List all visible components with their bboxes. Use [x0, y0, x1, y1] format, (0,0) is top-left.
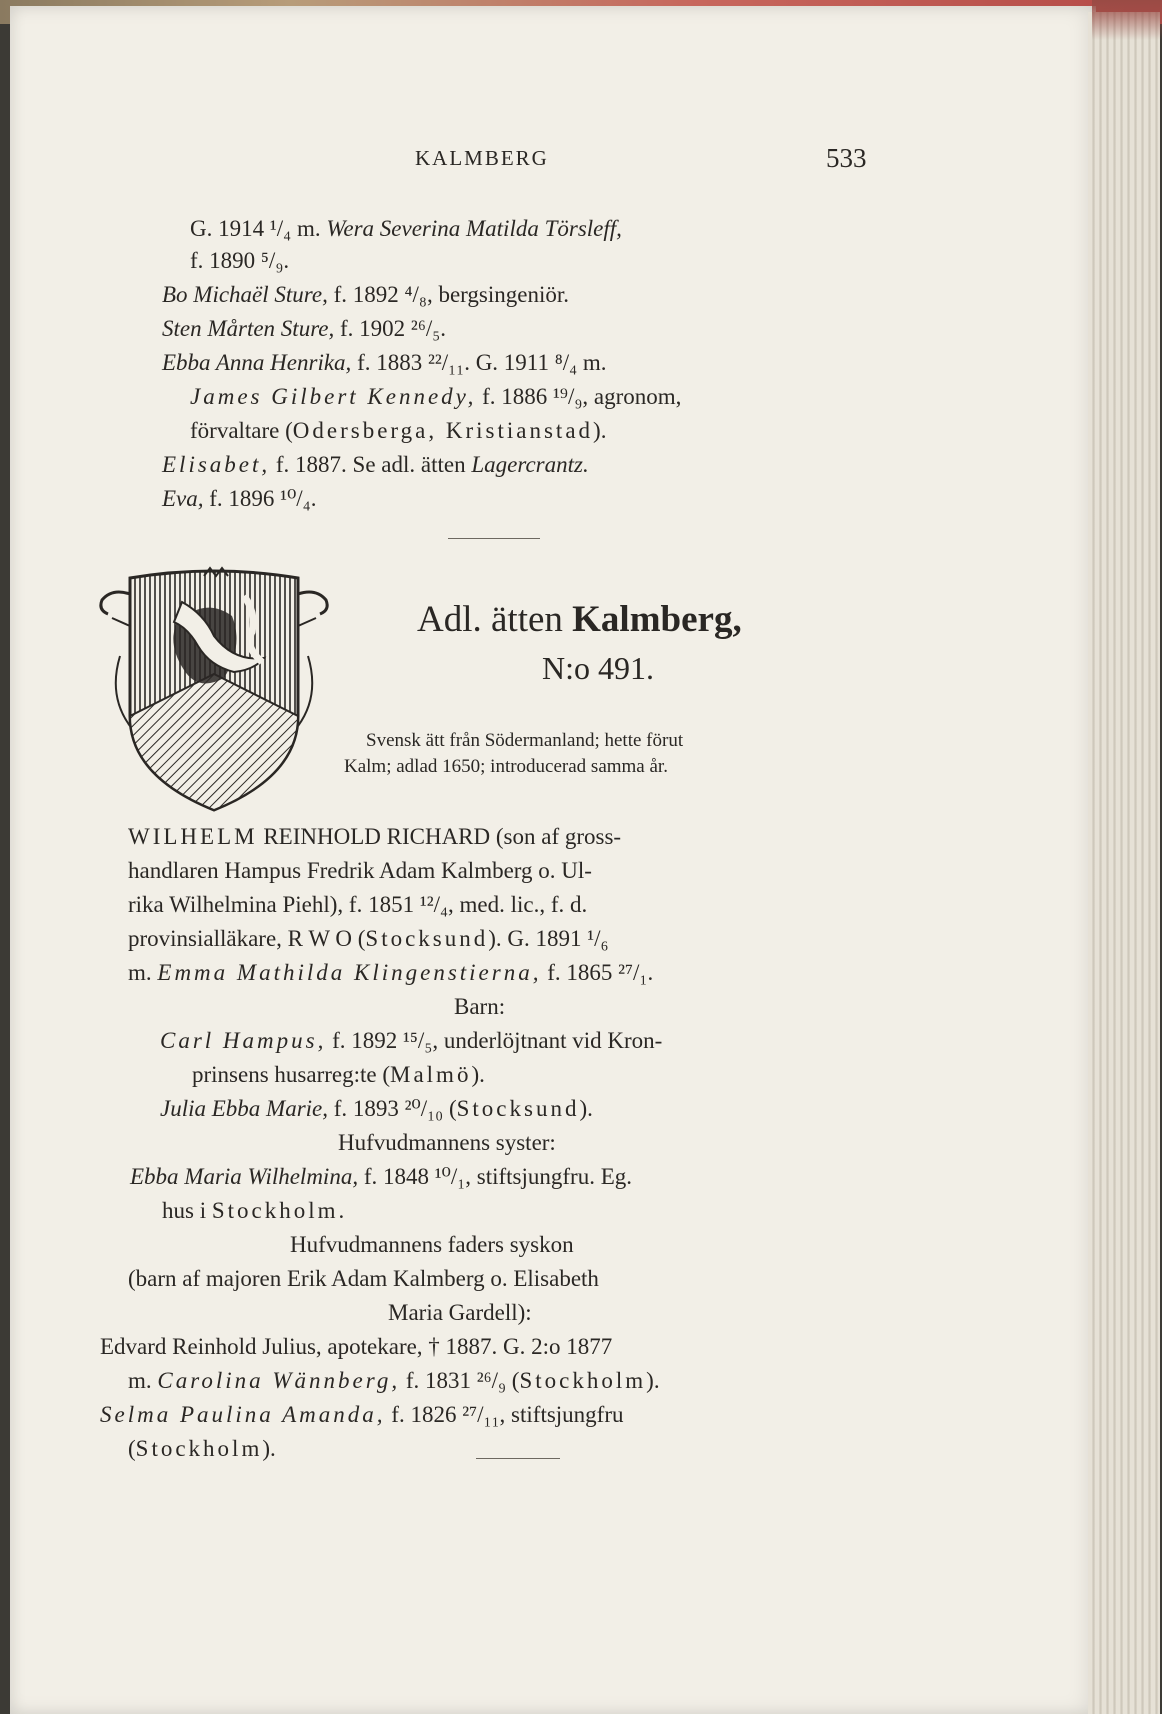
- sibling-line-4: (Stockholm).: [128, 1436, 276, 1461]
- entry-line-9: Eva, f. 1896 ¹⁰/₄.: [162, 486, 317, 511]
- father-siblings-sub-2: Maria Gardell):: [388, 1300, 532, 1325]
- family-description-1: Svensk ätt från Södermanland; hette förut: [366, 730, 684, 751]
- main-entry-line-1: WILHELM REINHOLD RICHARD (son af gross-: [128, 824, 622, 849]
- main-entry-line-3: rika Wilhelmina Piehl), f. 1851 ¹²/₄, med. lic., f. d.: [128, 892, 588, 917]
- sibling-line-1: Edvard Reinhold Julius, apotekare, † 1887. G. 2:o 1877: [100, 1334, 613, 1359]
- end-rule: [476, 1458, 560, 1459]
- running-head: [0, 143, 1162, 176]
- entry-line-8: Elisabet, f. 1887. Se adl. ätten Lagercrantz.: [162, 452, 589, 477]
- child-line-3: Julia Ebba Marie, f. 1893 ²⁰/₁₀ (Stocksund).: [160, 1096, 593, 1121]
- family-title: Adl. ätten Kalmberg,: [417, 599, 742, 640]
- family-number: N:o 491.: [542, 650, 654, 686]
- coat-of-arms-image: [94, 566, 334, 814]
- sibling-line-3: Selma Paulina Amanda, f. 1826 ²⁷/₁₁, stiftsjungfru: [100, 1402, 624, 1427]
- cover-corner: [1092, 0, 1162, 40]
- main-entry-line-5: m. Emma Mathilda Klingenstierna, f. 1865 ²⁷/₁.: [128, 960, 654, 985]
- entry-line-4: Sten Mårten Sture, f. 1902 ²⁶/₅.: [162, 316, 446, 341]
- page-number: 533: [826, 143, 867, 173]
- entry-line-6: James Gilbert Kennedy, f. 1886 ¹⁹/₉, agronom,: [190, 384, 682, 409]
- main-entry-line-4: provinsialläkare, R W O (Stocksund). G. 1891 ¹/₆: [128, 926, 609, 951]
- entry-line-7: förvaltare (Odersberga, Kristianstad).: [190, 418, 607, 443]
- running-title: KALMBERG: [415, 146, 549, 170]
- sister-line-2: hus i Stockholm.: [162, 1198, 345, 1223]
- sister-heading: Hufvudmannens syster:: [338, 1130, 556, 1155]
- family-description-2: Kalm; adlad 1650; introducerad samma år.: [344, 756, 668, 777]
- father-siblings-sub-1: (barn af majoren Erik Adam Kalmberg o. Elisabeth: [128, 1266, 599, 1291]
- children-heading: Barn:: [454, 994, 506, 1019]
- main-entry-line-2: handlaren Hampus Fredrik Adam Kalmberg o. Ul-: [128, 858, 592, 883]
- sister-line-1: Ebba Maria Wilhelmina, f. 1848 ¹⁰/₁, stiftsjungfru. Eg.: [130, 1164, 633, 1189]
- child-line-1: Carl Hampus, f. 1892 ¹⁵/₅, underlöjtnant vid Kron-: [160, 1028, 663, 1053]
- entry-line-3: Bo Michaël Sture, f. 1892 ⁴/₈, bergsingeniör.: [162, 282, 569, 307]
- page-edges: [1088, 12, 1160, 1714]
- father-siblings-heading: Hufvudmannens faders syskon: [290, 1232, 574, 1257]
- section-rule: [448, 538, 540, 539]
- entry-line-2: f. 1890 ⁵/₉.: [190, 248, 290, 273]
- entry-line-1: G. 1914 ¹/₄ m. Wera Severina Matilda Törsleff,: [190, 216, 622, 241]
- sibling-line-2: m. Carolina Wännberg, f. 1831 ²⁶/₉ (Stockholm).: [128, 1368, 660, 1393]
- entry-line-5: Ebba Anna Henrika, f. 1883 ²²/₁₁. G. 1911 ⁸/₄ m.: [162, 350, 607, 375]
- child-line-2: prinsens husarreg:te (Malmö).: [192, 1062, 485, 1087]
